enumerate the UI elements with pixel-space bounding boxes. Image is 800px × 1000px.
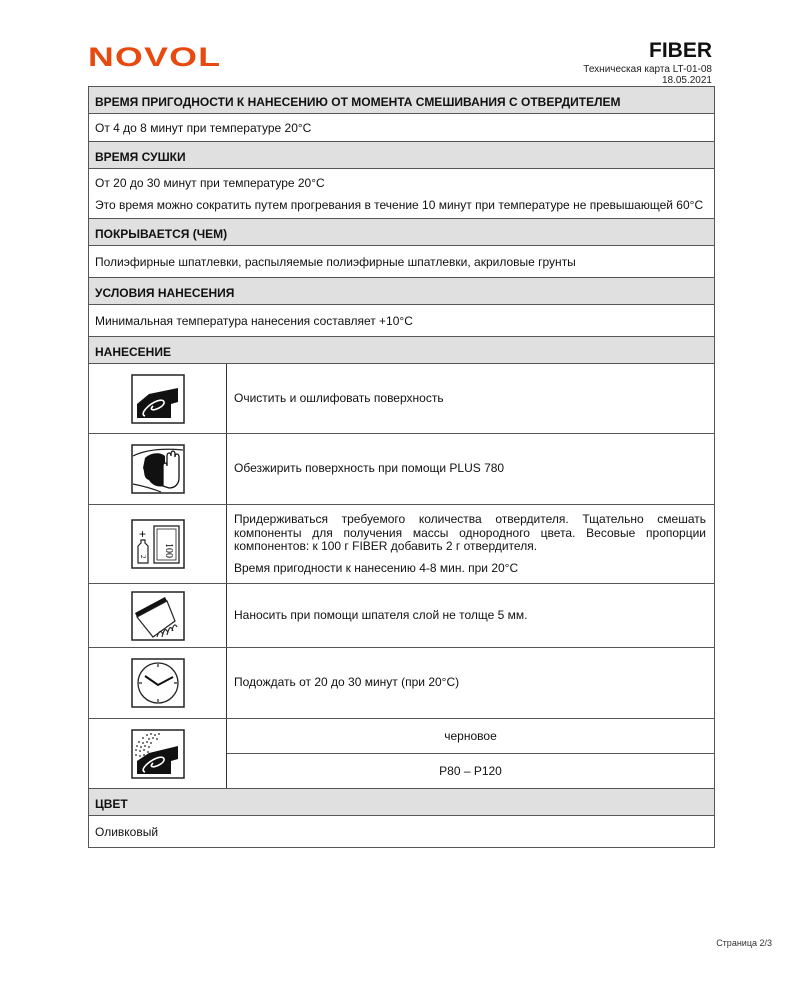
section-title-drying: ВРЕМЯ СУШКИ <box>89 141 714 169</box>
overcoat-text: Полиэфирные шпатлевки, распыляемые полиэфирные шпатлевки, акриловые грунты <box>95 255 576 269</box>
conditions-text: Минимальная температура нанесения составляет +10°C <box>95 314 413 328</box>
novol-logo: NOVOL <box>88 42 222 72</box>
sandpaper-grit: P80 – P120 <box>227 753 714 788</box>
step-row <box>89 434 714 505</box>
clock-icon <box>131 658 185 708</box>
step-text: Наносить при помощи шпателя слой не толще 5 мм. <box>234 607 528 622</box>
section-title-application: НАНЕСЕНИЕ <box>89 336 714 364</box>
section-body-drying <box>89 169 714 218</box>
svg-text:+: + <box>138 527 146 541</box>
color-text: Оливковый <box>95 825 159 839</box>
dry-sanding-icon <box>131 729 185 779</box>
section-body-pot-life <box>89 114 714 141</box>
doc-type: Техническая карта LT-01-08 <box>583 64 712 75</box>
step-row <box>89 719 714 788</box>
section-title-color: ЦВЕТ <box>89 788 714 816</box>
drying-text-1: От 20 до 30 минут при температуре 20°C <box>95 176 325 190</box>
section-body-overcoat <box>89 246 714 277</box>
doc-date: 18.05.2021 <box>661 75 712 86</box>
mixing-ratio-icon <box>131 519 185 569</box>
step-text: Обезжирить поверхность при помощи PLUS 780 <box>234 461 505 476</box>
step-text: Придерживаться требуемого количества отвердителя. Тщательно смешать компоненты для получения массы однородного цвета. Весовые пропорции компонентов: к 100 г FIBER добавить 2 г отвердителя. <box>234 512 706 553</box>
spatula-icon <box>131 591 185 641</box>
step-row <box>89 364 714 434</box>
step-row <box>89 584 714 648</box>
svg-text:100: 100 <box>162 543 174 558</box>
page-number: Страница 2/3 <box>716 938 772 948</box>
sanding-type: черновое <box>444 729 497 743</box>
step-row <box>89 648 714 719</box>
section-body-conditions <box>89 305 714 336</box>
section-title-conditions: УСЛОВИЯ НАНЕСЕНИЯ <box>89 277 714 305</box>
step-text: Подождать от 20 до 30 минут (при 20°C) <box>234 675 460 690</box>
section-title-overcoat: ПОКРЫВАЕТСЯ (ЧЕМ) <box>89 218 714 246</box>
pot-life-text: От 4 до 8 минут при температуре 20°C <box>95 121 312 135</box>
step-text: Время пригодности к нанесению 4-8 мин. при 20°C <box>234 560 519 575</box>
svg-text:2: 2 <box>138 555 147 559</box>
tech-sheet-table <box>88 86 715 848</box>
section-title-pot-life: ВРЕМЯ ПРИГОДНОСТИ К НАНЕСЕНИЮ ОТ МОМЕНТА СМЕШИВАНИЯ С ОТВЕРДИТЕЛЕМ <box>89 86 714 114</box>
application-steps <box>89 364 714 788</box>
sanding-hand-icon <box>131 374 185 424</box>
degrease-hand-icon <box>131 444 185 494</box>
step-text: Очистить и ошлифовать поверхность <box>234 390 444 405</box>
document-header <box>583 40 712 86</box>
product-name: FIBER <box>649 39 712 62</box>
drying-text-2: Это время можно сократить путем прогревания в течение 10 минут при температуре не превышающей 60°C <box>95 198 704 212</box>
section-body-color <box>89 816 714 847</box>
step-row <box>89 505 714 584</box>
